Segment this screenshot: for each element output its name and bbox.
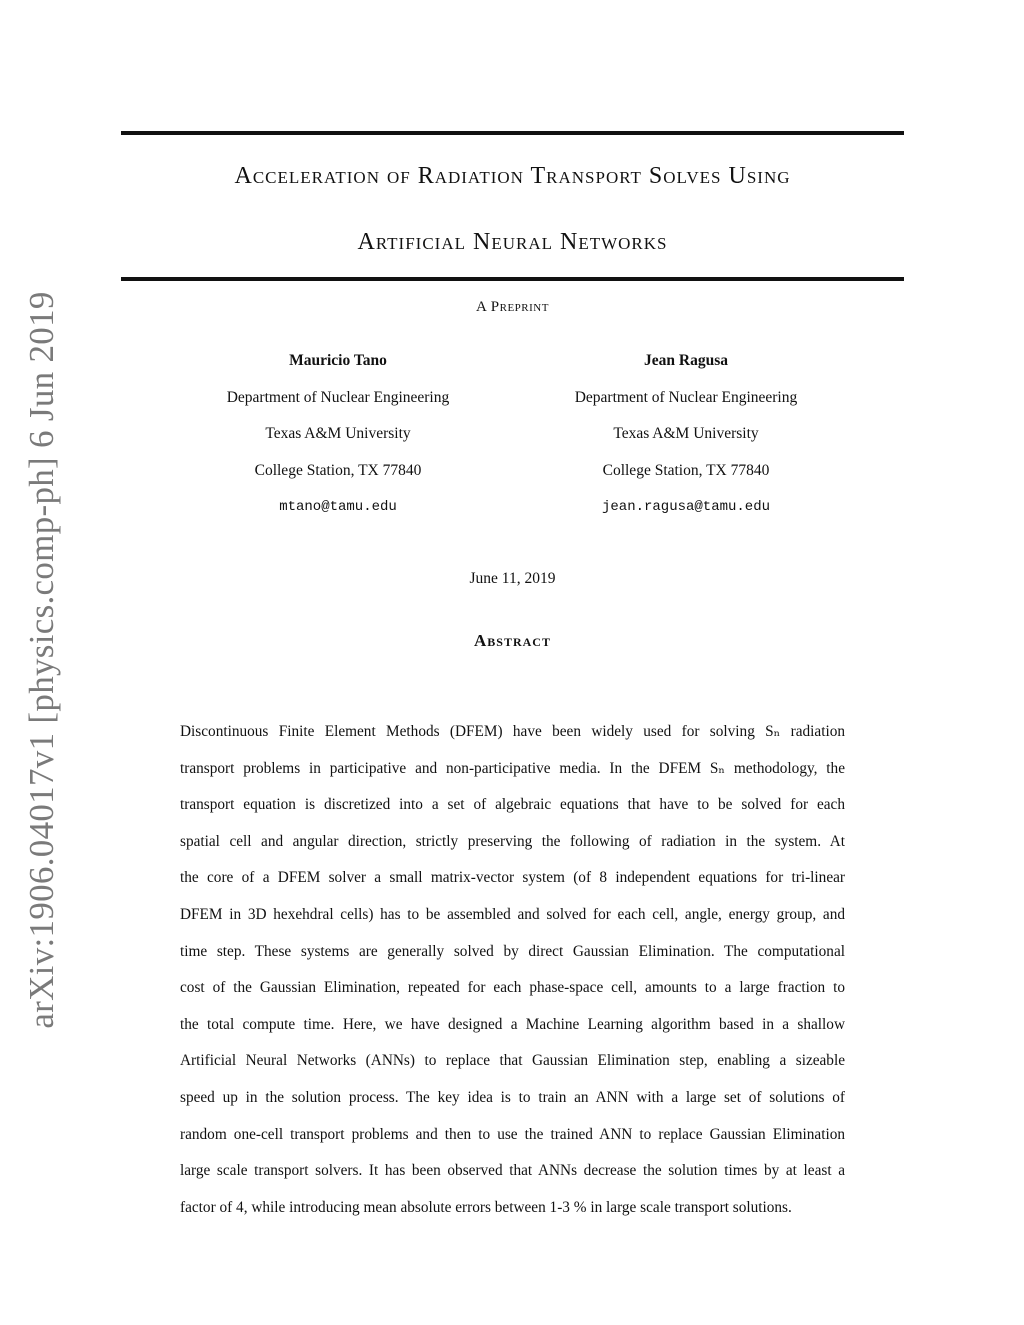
author-name: Mauricio Tano	[289, 352, 387, 369]
author-email: jean.ragusa@tamu.edu	[601, 499, 771, 515]
abstract-line: transport equation is discretized into a set of algebraic equations that have to be solved for each	[180, 796, 845, 814]
author-email: mtano@tamu.edu	[279, 499, 397, 515]
arxiv-identifier-stamp: arXiv:1906.04017v1 [physics.comp-ph] 6 Jun 2019	[22, 291, 61, 1029]
author-block-2	[506, 351, 866, 534]
abstract-line: speed up in the solution process. The key idea is to train an ANN with a large set of solutions of	[180, 1088, 845, 1106]
abstract-line: cost of the Gaussian Elimination, repeated for each phase-space cell, amounts to a large fraction to	[180, 979, 845, 997]
abstract-line: time step. These systems are generally solved by direct Gaussian Elimination. The computational	[180, 942, 845, 960]
author-location: College Station, TX 77840	[254, 461, 422, 479]
author-block-1	[158, 351, 518, 534]
abstract-line: spatial cell and angular direction, strictly preserving the following of radiation in the system. At	[180, 832, 845, 850]
author-location: College Station, TX 77840	[602, 461, 770, 479]
abstract-line: factor of 4, while introducing mean absolute errors between 1-3 % in large scale transport solutions.	[180, 1198, 792, 1216]
author-university: Texas A&M University	[613, 425, 759, 442]
title-rule-top	[121, 131, 904, 135]
abstract-line: Discontinuous Finite Element Methods (DFEM) have been widely used for solving Sₙ radiation	[180, 723, 845, 740]
abstract-body	[180, 714, 845, 1226]
abstract-line: random one-cell transport problems and then to use the trained ANN to replace Gaussian Elimination	[180, 1125, 845, 1143]
author-department: Department of Nuclear Engineering	[574, 388, 798, 406]
abstract-heading: Abstract	[474, 631, 551, 650]
title-rule-bottom	[121, 277, 904, 281]
abstract-line: large scale transport solvers. It has been observed that ANNs decrease the solution times by at least a	[180, 1162, 845, 1180]
paper-title-line-1: Acceleration of Radiation Transport Solves Using	[234, 163, 791, 189]
author-department: Department of Nuclear Engineering	[226, 388, 450, 406]
author-name: Jean Ragusa	[644, 352, 728, 369]
paper-title-line-2: Artificial Neural Networks	[357, 229, 668, 255]
author-university: Texas A&M University	[265, 425, 411, 442]
abstract-line: transport problems in participative and non-participative media. In the DFEM Sₙ methodology, the	[180, 759, 845, 777]
preprint-label: A Preprint	[476, 299, 549, 315]
abstract-line: the total compute time. Here, we have designed a Machine Learning algorithm based in a shallow	[180, 1015, 845, 1033]
abstract-line: Artificial Neural Networks (ANNs) to replace that Gaussian Elimination step, enabling a sizeable	[180, 1052, 845, 1070]
abstract-line: DFEM in 3D hexehdral cells) has to be assembled and solved for each cell, angle, energy group, and	[180, 905, 845, 923]
paper-date: June 11, 2019	[469, 570, 556, 587]
abstract-line: the core of a DFEM solver a small matrix-vector system (of 8 independent equations for tri-linear	[180, 869, 845, 887]
